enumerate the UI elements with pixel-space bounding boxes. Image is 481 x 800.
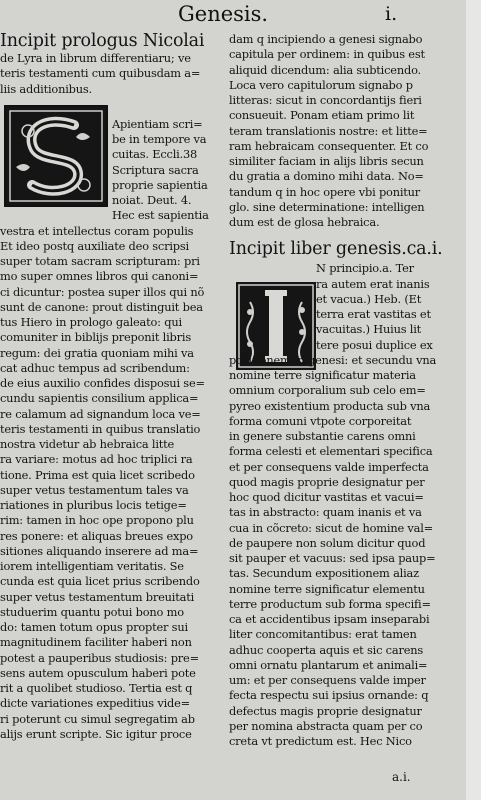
text-line: sit pauper et vacuus: sed ipsa paup= xyxy=(229,551,436,565)
text-line: res ponere: et aliquas breues expo xyxy=(0,528,193,543)
genesis-heading: Incipit liber genesis.ca.i. xyxy=(229,240,443,260)
running-title: Genesis. xyxy=(178,2,269,26)
text-line: forma celesti et elementari specifica xyxy=(229,444,433,459)
text-line: mo super omnes libros qui canoni= xyxy=(0,269,199,284)
text-line: positionem in genesi: et secundu vna xyxy=(229,352,437,367)
text-line: tandum q in hoc opere vbi ponitur xyxy=(229,184,421,199)
text-line: cat adhuc tempus ad scribendum: xyxy=(0,360,190,375)
text-line: tas in abstracto: quam inanis et va xyxy=(229,505,422,520)
text-line: in genere substantie carens omni xyxy=(229,429,416,443)
text-line: capitula per ordinem: in quibus est xyxy=(229,47,425,62)
text-line: fecta respectu sui ipsius ornande: q xyxy=(229,688,429,703)
text-line: defectus magis proprie designatur xyxy=(229,703,422,718)
text-line: ram hebraicam consequenter. Et co xyxy=(229,138,429,153)
text-line: Loca vero capitulorum signabo p xyxy=(229,77,413,92)
text-line: de eius auxilio confides disposui se= xyxy=(0,376,205,390)
text-line: et per consequens valde imperfecta xyxy=(229,459,429,474)
text-line: tus Hiero in prologo galeato: qui xyxy=(0,315,182,329)
text-line: sunt de canone: prout distinguit bea xyxy=(0,299,203,314)
text-line: sens autem opusculum haberi pote xyxy=(0,665,196,680)
text-line: be in tempore va xyxy=(112,132,207,146)
text-line: tione. Prima est quia licet scribedo xyxy=(0,467,195,482)
text-line: super totam sacram scripturam: pri xyxy=(0,254,200,268)
folio-number: i. xyxy=(385,3,398,25)
text-line: riationes in pluribus locis tetige= xyxy=(0,498,187,512)
prologue-title-line: teris testamenti cum quibusdam a= xyxy=(0,66,201,81)
text-line: hoc quod dicitur vastitas et vacui= xyxy=(229,490,424,504)
text-line: do: tamen totum opus propter sui xyxy=(0,620,188,634)
text-line: cua in cõcreto: sicut de homine val= xyxy=(229,520,434,535)
text-line: rit a quolibet studioso. Tertia est q xyxy=(0,681,193,695)
text-line: aliquid dicendum: alia subticendo. xyxy=(229,62,421,77)
text-line: ra variare: motus ad hoc triplici ra xyxy=(0,452,193,467)
text-line: per nomina abstracta quam per co xyxy=(229,718,423,733)
text-line: omni ornatu plantarum et animali= xyxy=(229,657,428,672)
text-line: vestra et intellectus coram populis xyxy=(0,223,194,238)
text-line: dam q incipiendo a genesi signabo xyxy=(229,32,423,46)
text-line: tas. Secundum expositionem aliaz xyxy=(229,566,419,581)
text-line: comuniter in biblijs preponit libris xyxy=(0,330,191,345)
text-line: terra erat vastitas et xyxy=(316,307,431,321)
text-line: du gratia a domino mihi data. No= xyxy=(229,169,424,184)
text-line: super vetus testamentum tales va xyxy=(0,482,189,497)
section-gap xyxy=(229,230,469,240)
text-line: potest a pauperibus studiosis: pre= xyxy=(0,650,199,665)
text-line: super vetus testamentum breuitati xyxy=(0,589,195,604)
text-line: magnitudinem faciliter haberi non xyxy=(0,635,192,650)
text-line: quod magis proprie designatur per xyxy=(229,474,425,489)
text-line: dicte variationes expeditius vide= xyxy=(0,696,190,711)
prologue-title: Incipit prologus Nicolai xyxy=(0,32,205,51)
text-line: similiter faciam in alijs libris secun xyxy=(229,154,424,168)
text-line: ri poterunt cu simul segregatim ab xyxy=(0,711,195,726)
text-line: adhuc cooperta aquis et sic carens xyxy=(229,642,424,657)
text-line: nostra videtur ab hebraica litte xyxy=(0,437,175,451)
prologue-title-line: liis additionibus. xyxy=(0,81,92,96)
text-line: teris testamenti in quibus translatio xyxy=(0,421,201,436)
text-line: ra autem erat inanis xyxy=(316,276,430,291)
text-line: rim: tamen in hoc ope propono plu xyxy=(0,513,194,528)
text-line: consueuit. Ponam etiam primo lit xyxy=(229,108,415,123)
text-line: omnium corporalium sub celo em= xyxy=(229,383,426,398)
text-line: cuitas. Eccli.38 xyxy=(112,147,198,162)
text-line: terre productum sub forma specifi= xyxy=(229,596,431,611)
text-line: proprie sapientia xyxy=(112,177,208,192)
text-line: de paupere non solum dicitur quod xyxy=(229,535,426,550)
text-line: cunda est quia licet prius scribendo xyxy=(0,574,200,589)
text-line: nomine terre significatur materia xyxy=(229,368,416,382)
left-column xyxy=(0,32,226,742)
text-line: glo. sine determinatione: intelligen xyxy=(229,199,425,214)
text-line: liter concomitantibus: erat tamen xyxy=(229,627,417,642)
text-line: N principio.a. Ter xyxy=(316,261,414,276)
section-gap xyxy=(0,97,226,111)
text-line: noiat. Deut. 4. xyxy=(112,193,192,207)
text-line: Et ideo postq auxiliate deo scripsi xyxy=(0,238,189,253)
text-line: regum: dei gratia quoniam mihi va xyxy=(0,345,194,360)
text-line: litteras: sicut in concordantijs fieri xyxy=(229,93,422,107)
text-line: vacuitas.) Huius lit xyxy=(316,322,422,337)
text-line: alijs erunt scripte. Sic igitur proce xyxy=(0,726,192,741)
text-line: creta vt predictum est. Hec Nico xyxy=(229,734,412,748)
text-line: iorem intelligentiam veritatis. Se xyxy=(0,559,184,573)
text-line: sitiones aliquando inserere ad ma= xyxy=(0,543,199,558)
text-line: studuerim quantu potui bono mo xyxy=(0,604,184,619)
text-line: cundu sapientis consilium applica= xyxy=(0,391,199,406)
right-column xyxy=(229,32,469,749)
text-line: Hec est sapientia xyxy=(112,208,209,223)
prologue-title-line: de Lyra in librum differentiaru; ve xyxy=(0,51,191,65)
text-line: ca et accidentibus ipsam inseparabi xyxy=(229,612,430,626)
text-line: dum est de glosa hebraica. xyxy=(229,215,380,229)
text-line: Apientiam scri= xyxy=(112,116,203,131)
text-line: tere posui duplice ex xyxy=(316,337,433,352)
text-line: nomine terre significatur elementu xyxy=(229,581,425,596)
text-line: um: et per consequens valde imper xyxy=(229,673,426,687)
text-line: pyreo existentium producta sub vna xyxy=(229,398,431,413)
text-line: teram translationis nostre: et litte= xyxy=(229,123,428,138)
text-line: forma comuni vtpote corporeitat xyxy=(229,413,412,428)
text-line: re calamum ad signandum loca ve= xyxy=(0,406,201,421)
signature-mark: a.i. xyxy=(392,770,411,784)
text-line: Scriptura sacra xyxy=(112,162,199,177)
text-line: et vacua.) Heb. (Et xyxy=(316,291,422,306)
text-line: ci dicuntur: postea super illos qui nõ xyxy=(0,284,205,299)
